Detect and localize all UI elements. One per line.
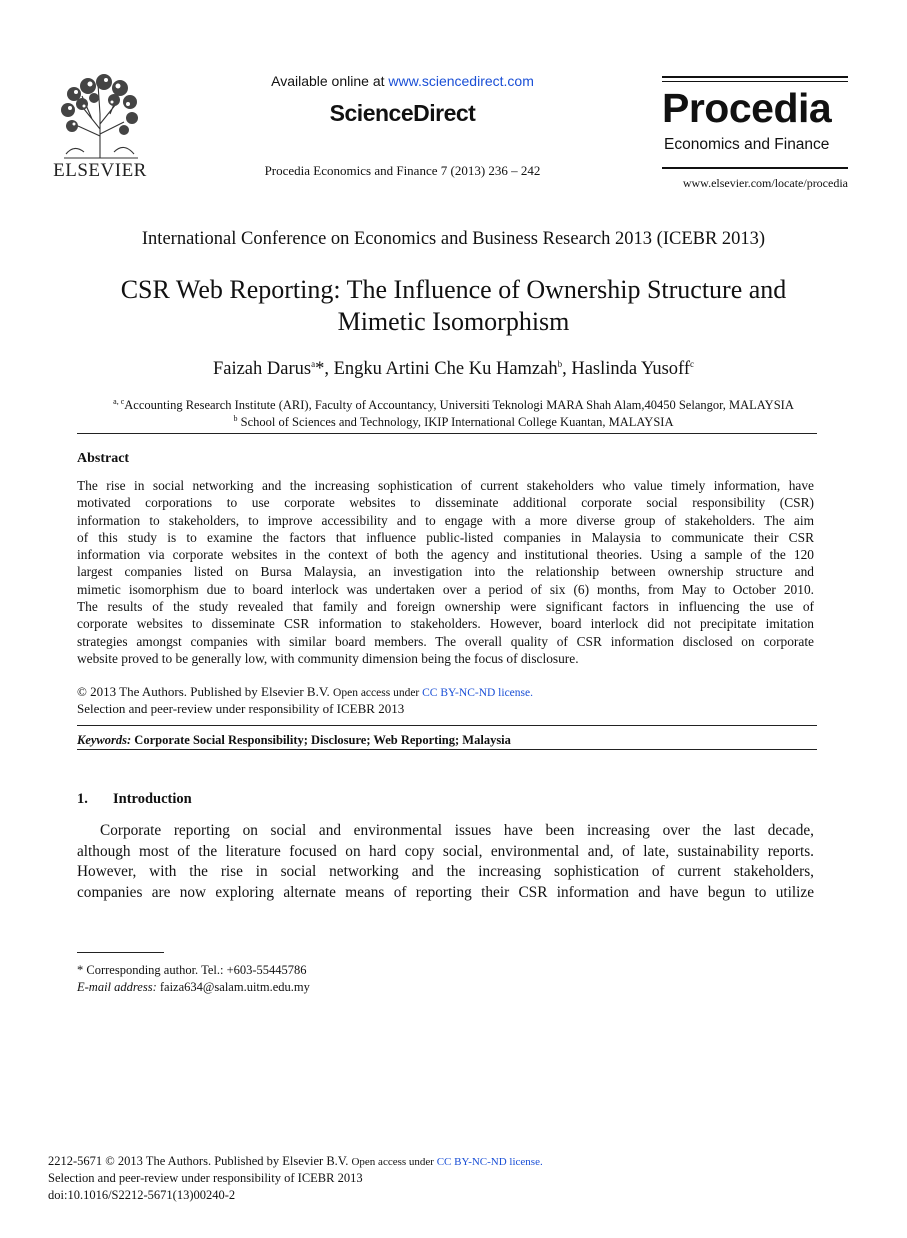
copyright-line (77, 684, 533, 700)
section-title: Introduction (113, 791, 192, 807)
article-title (40, 274, 867, 338)
footer-peer-review: Selection and peer-review under responsibility of ICEBR 2013 (48, 1171, 363, 1185)
elsevier-tree-icon (54, 74, 146, 160)
abstract-body (77, 477, 814, 667)
sciencedirect-brand[interactable]: ScienceDirect (329, 100, 476, 126)
intro-line: companies are now exploring alternate means of reporting their CSR information and have begun to utilize (77, 883, 814, 901)
procedia-logo[interactable] (662, 76, 848, 194)
footer-issn-line (48, 1154, 543, 1169)
corresponding-author: * Corresponding author. Tel.: +603-55445786 (77, 963, 307, 977)
available-online (200, 73, 605, 89)
affiliation-ac (40, 398, 867, 413)
available-online-label: Available online at (271, 73, 389, 89)
abstract-line: information via corporate websites in the context of both the agency and institutional theories. Using a sample of the 120 (77, 547, 814, 563)
footer-license-link[interactable]: CC BY-NC-ND license. (436, 1156, 543, 1168)
abstract-line: motivated corporations to use corporate websites to disseminate additional corporate social responsibility (CSR) (77, 495, 814, 511)
author-name: Engku Artini Che Ku Hamzah (333, 359, 558, 379)
open-access-text: Open access under (333, 687, 423, 699)
elsevier-wordmark: ELSEVIER (53, 160, 147, 181)
author-affiliation-mark: a (311, 358, 316, 369)
author-separator: , (562, 359, 572, 379)
abstract-line: largest companies listed on Bursa Malaysia, an investigation into the relationship between ownership structure and (77, 564, 814, 580)
peer-review-note: Selection and peer-review under responsibility of ICEBR 2013 (77, 701, 405, 716)
conference-name: International Conference on Economics and Business Research 2013 (ICEBR 2013) (141, 229, 766, 249)
sciencedirect-link[interactable]: www.sciencedirect.com (388, 73, 534, 89)
keywords-bottom-rule (77, 749, 817, 750)
procedia-wordmark: Procedia (662, 85, 832, 131)
keywords-label: Keywords: (77, 733, 132, 747)
abstract-line: strategies amongst companies with similar board members. The overall quality of CSR information disclosed on corporate (77, 633, 814, 649)
procedia-top-rule (662, 76, 848, 78)
intro-line: Corporate reporting on social and environmental issues have been increasing over the last decade, (100, 822, 814, 839)
abstract-line: corporate websites to disseminate CSR information to stakeholders. However, board interlock did not precipitate imitation (77, 616, 814, 632)
abstract-line: The results of the study revealed that family and foreign ownership were significant factors in influencing the use of (77, 599, 814, 615)
intro-line: However, with the rise in social networking and the increasing sophistication of current stakeholders, (77, 863, 814, 880)
copyright-text: © 2013 The Authors. Published by Elsevier B.V. (77, 684, 334, 699)
footer-open-access: Open access under (351, 1156, 437, 1168)
abstract-heading: Abstract (77, 451, 130, 466)
abstract-line: The rise in social networking and the increasing sophistication of current stakeholders who value timely information, have (77, 478, 814, 493)
procedia-url[interactable]: www.elsevier.com/locate/procedia (682, 176, 848, 190)
author-name: Haslinda Yusoff (571, 359, 691, 379)
affiliation-b (40, 415, 867, 430)
procedia-bottom-rule (662, 167, 848, 169)
abstract-line: of this study is to examine the factors that influence public-listed companies in Malaysia to communicate their CSR (77, 529, 814, 545)
affiliation-text: Accounting Research Institute (ARI), Faculty of Accountancy, Universiti Teknologi MARA Shah Alam,40450 Selangor, MALAYSIA (124, 398, 794, 412)
author-list (40, 359, 867, 380)
email-label: E-mail address: (77, 980, 157, 994)
abstract-line: mimetic isomorphism due to board interlock was undertaken over a period of six (6) months, from May to October 2010. (77, 581, 814, 597)
author-affiliation-mark: c (690, 358, 695, 369)
email-line (77, 980, 310, 995)
author-separator: *, (315, 359, 334, 379)
procedia-top-rule-2 (662, 81, 848, 82)
keywords (77, 733, 511, 748)
footnote-rule (77, 952, 164, 953)
affiliation-mark: b (233, 413, 238, 423)
procedia-subtitle: Economics and Finance (664, 136, 830, 153)
license-link[interactable]: CC BY-NC-ND license. (422, 687, 533, 699)
footer-doi[interactable]: doi:10.1016/S2212-5671(13)00240-2 (48, 1188, 236, 1202)
keywords-top-rule (77, 725, 817, 726)
affiliation-text: School of Sciences and Technology, IKIP International College Kuantan, MALAYSIA (237, 415, 674, 429)
affiliation-mark: a, c (113, 396, 125, 406)
abstract-line: website proved to be generally low, with community dimension being the focus of disclosure. (77, 650, 579, 666)
email-address[interactable]: faiza634@salam.uitm.edu.my (156, 980, 310, 994)
author-name: Faizah Darus (212, 359, 312, 379)
keywords-list: Corporate Social Responsibility; Disclosure; Web Reporting; Malaysia (131, 733, 511, 747)
elsevier-logo[interactable] (50, 72, 150, 180)
title-line-1: CSR Web Reporting: The Influence of Ownership Structure and (120, 275, 787, 304)
author-affiliation-mark: b (557, 358, 563, 369)
abstract-top-rule (77, 433, 817, 434)
journal-reference: Procedia Economics and Finance 7 (2013) 236 – 242 (264, 163, 541, 178)
section-number: 1. (77, 791, 88, 807)
abstract-line: information to stakeholders, to improve accessibility and to engage with a more diverse group of stakeholders. The aim (77, 512, 814, 528)
section-heading-introduction (77, 791, 192, 808)
title-line-2: Mimetic Isomorphism (337, 307, 570, 336)
footer-issn-text: 2212-5671 © 2013 The Authors. Published by Elsevier B.V. (48, 1154, 352, 1168)
introduction-body (77, 821, 814, 903)
intro-line: although most of the literature focused on hard copy social, environmental and, of late, sustainability reports. (77, 842, 814, 860)
